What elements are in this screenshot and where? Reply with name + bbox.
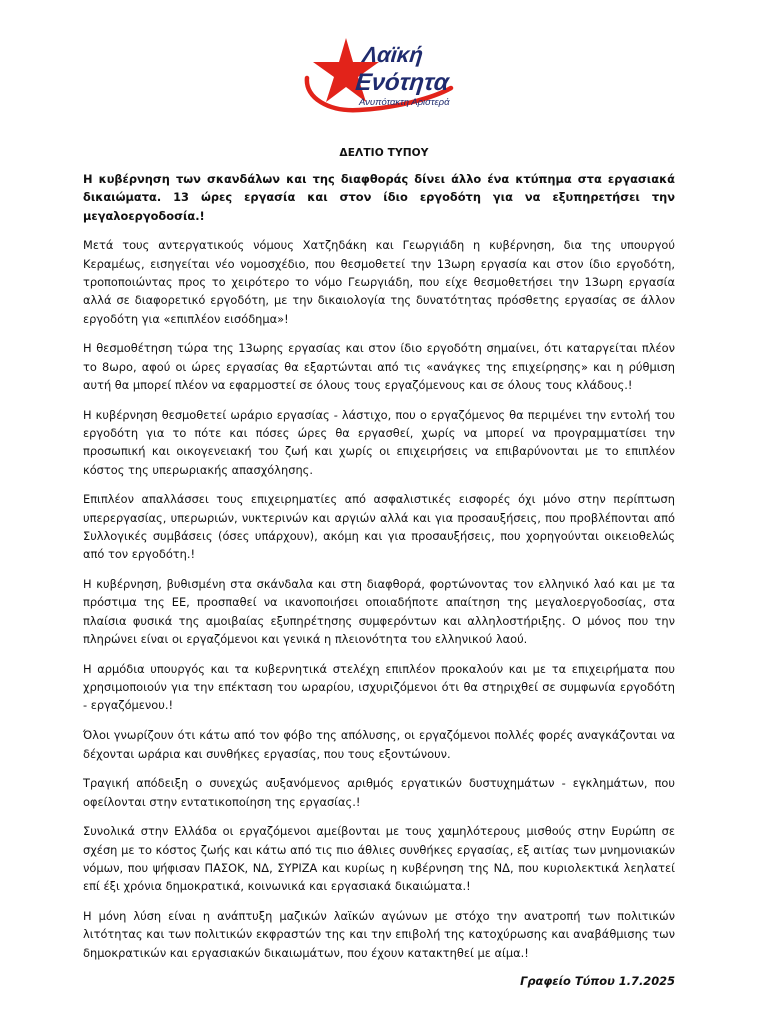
body-paragraph-7: Όλοι γνωρίζουν ότι κάτω από τον φόβο της απόλυσης, οι εργαζόμενοι πολλές φορές αναγκάζονται να δέχονται ωράρια και συνθήκες εργασίας, που τους εξοντώνουν. bbox=[83, 728, 675, 761]
lead-paragraph: Η κυβέρνηση των σκανδάλων και της διαφθοράς δίνει άλλο ένα κτύπημα στα εργασιακά δικαιώματα. 13 ώρες εργασία και στον ίδιο εργοδότη για να εξυπηρετήσει την μεγαλοεργοδοσία.! bbox=[83, 172, 675, 223]
signature: Γραφείο Τύπου 1.7.2025 bbox=[520, 974, 675, 989]
logo-name-line2: Ενότητα bbox=[354, 69, 451, 96]
body-paragraph-4: Επιπλέον απαλλάσσει τους επιχειρηματίες από ασφαλιστικές εισφορές όχι μόνο στην περίπτωση υπερεργασίας, υπερωριών, νυκτερινών και αργιών αλλά και για προσαυξήσεις, που προβλέπονται από Συλλογικές συμβάσεις (όσες υπάρχουν), ακόμη και για προσαυξήσεις, που χορηγούνται οικειοθελώς από τον εργοδότη.! bbox=[83, 492, 675, 562]
body-paragraph-1: Μετά τους αντεργατικούς νόμους Χατζηδάκη και Γεωργιάδη η κυβέρνηση, δια της υπουργού Κεραμέως, εισηγείται νέο νομοσχέδιο, που θεσμοθετεί την 13ωρη εργασία και στον ίδιο εργοδότη, τροποποιώντας προς το χειρότερο το νόμο Γεωργιάδη, που είχε θεσμοθετήσει την 13ωρη εργασία αλλά σε διαφορετικό εργοδότη, με την δικαιολογία της δυνατότητας πρόσθετης εργασίας σε άλλον εργοδότη για «επιπλέον εισόδημα»! bbox=[83, 238, 675, 326]
logo-tagline: Ανυπότακτη Αριστερά bbox=[359, 97, 450, 108]
body-paragraph-5: Η κυβέρνηση, βυθισμένη στα σκάνδαλα και στη διαφθορά, φορτώνοντας τον ελληνικό λαό και με τα πρόστιμα της ΕΕ, προσπαθεί να ικανοποιήσει οποιαδήποτε απαίτηση της μεγαλοεργοδοσίας, στα πλαίσια φυσικά της αμοιβαίας εξυπηρέτησης συμφερόντων και αλληλοστήριξης. Ο μόνος που την πληρώνει είναι οι εργαζόμενοι και γενικά η πλειονότητα του ελληνικού λαού. bbox=[83, 577, 675, 647]
body-paragraph-2: Η θεσμοθέτηση τώρα της 13ωρης εργασίας και στον ίδιο εργοδότη σημαίνει, ότι καταργείται πλέον το 8ωρο, αφού οι ώρες εργασίας θα εξαρτώνται από τις «ανάγκες της επιχείρησης» και η ρύθμιση αυτή θα μπορεί πλέον να εφαρμοστεί σε όλους τους εργαζόμενους και σε όλους τους κλάδους.! bbox=[83, 341, 675, 392]
party-logo bbox=[301, 32, 461, 118]
document-body bbox=[83, 170, 675, 1002]
body-paragraph-9: Συνολικά στην Ελλάδα οι εργαζόμενοι αμείβονται με τους χαμηλότερους μισθούς στην Ευρώπη σε σχέση με το κόστος ζωής και κάτω από τις πιο άθλιες συνθήκες εργασίας, εξ αιτίας των μνημονιακών νόμων, που ψήφισαν ΠΑΣΟΚ, ΝΔ, ΣΥΡΙΖΑ και κυρίως η κυβέρνηση της ΝΔ, που κυριολεκτικά λεηλατεί επί έξι χρόνια δημοκρατικά, κοινωνικά και εργασιακά δικαιώματα.! bbox=[83, 824, 675, 894]
body-paragraph-10: Η μόνη λύση είναι η ανάπτυξη μαζικών λαϊκών αγώνων με στόχο την ανατροπή των πολιτικών λιτότητας και των πολιτικών εκφραστών της και την επιβολή της κατοχύρωσης και αναβάθμισης των δημοκρατικών και εργασιακών δικαιωμάτων, που έχουν κατακτηθεί με αίμα.! bbox=[83, 909, 675, 960]
body-paragraph-8: Τραγική απόδειξη ο συνεχώς αυξανόμενος αριθμός εργατικών δυστυχημάτων - εγκλημάτων, που οφείλονται στην εντατικοποίηση της εργασίας.! bbox=[83, 776, 675, 809]
logo-name-line1: Λαϊκή bbox=[361, 42, 425, 67]
body-paragraph-3: Η κυβέρνηση θεσμοθετεί ωράριο εργασίας - λάστιχο, που ο εργαζόμενος θα περιμένει την εντολή του εργοδότη για το πότε και πόσες ώρες θα εργασθεί, χωρίς να μπορεί να προγραμματίσει την προσωπική και οικογενειακή του ζωή και χωρίς οι επιχειρήσεις να επιβαρύνονται με το επιπλέον κόστος της υπερωριακής απασχόλησης. bbox=[83, 407, 675, 477]
body-paragraph-6: Η αρμόδια υπουργός και τα κυβερνητικά στελέχη επιπλέον προκαλούν και με τα επιχειρήματα που χρησιμοποιούν για την επέκταση του ωραρίου, ισχυριζόμενοι ότι θα στηριχθεί σε συμφωνία εργοδότη - εργαζόμενου.! bbox=[83, 661, 675, 713]
red-star-logo-icon bbox=[301, 32, 461, 118]
document-title: ΔΕΛΤΙΟ ΤΥΠΟΥ bbox=[339, 147, 429, 159]
